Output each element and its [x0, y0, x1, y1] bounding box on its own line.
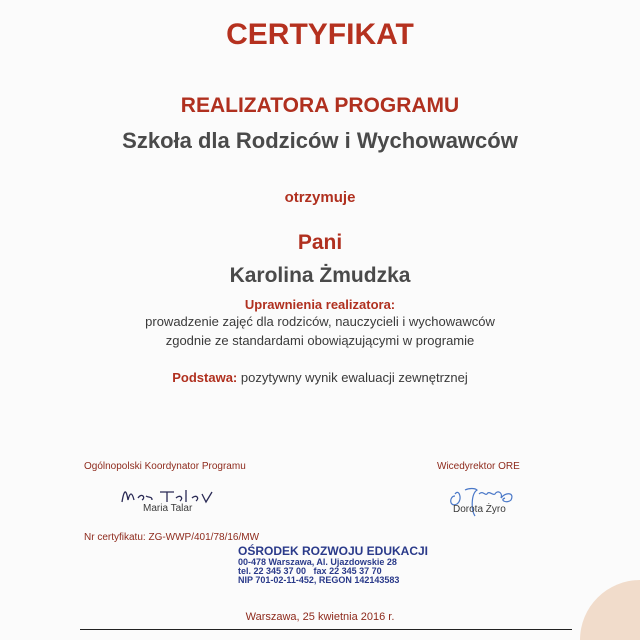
stamp-name: OŚRODEK ROZWOJU EDUKACJI [238, 544, 429, 558]
institution-stamp [238, 544, 429, 585]
vice-director-title: Wicedyrektor ORE [437, 461, 520, 472]
vice-director-name: Dorota Żyro [453, 504, 506, 515]
stamp-ids: NIP 701-02-11-452, REGON 142143583 [238, 575, 400, 585]
basis [0, 370, 640, 385]
receives-label: otrzymuje [284, 189, 356, 206]
rights-line: zgodnie ze standardami obowiązującymi w programie [165, 333, 475, 348]
program-name: Szkoła dla Rodziców i Wychowawców [122, 128, 518, 153]
issue-date: Warszawa, 25 kwietnia 2016 r. [245, 611, 395, 623]
recipient-name: Karolina Żmudzka [229, 264, 411, 287]
bottom-divider [80, 629, 572, 630]
rights-line: prowadzenie zajęć dla rodziców, nauczycieli i wychowawców [145, 314, 495, 329]
certificate-number: Nr certyfikatu: ZG-WWP/401/78/16/MW [84, 532, 260, 543]
coordinator-name: Maria Talar [143, 503, 193, 514]
basis-label: Podstawa: [172, 370, 238, 385]
salutation: Pani [297, 231, 343, 254]
certificate-title: CERTYFIKAT [226, 18, 414, 51]
coordinator-title: Ogólnopolski Koordynator Programu [84, 461, 246, 472]
stamp-address: 00-478 Warszawa, Al. Ujazdowskie 28 [238, 557, 397, 567]
seal-decoration [580, 580, 640, 640]
stamp-phone: tel. 22 345 37 00 fax 22 345 37 70 [238, 566, 382, 576]
subtitle: REALIZATORA PROGRAMU [180, 94, 460, 117]
rights-label: Uprawnienia realizatora: [244, 297, 396, 312]
basis-text: pozytywny wynik ewaluacji zewnętrznej [237, 370, 468, 385]
